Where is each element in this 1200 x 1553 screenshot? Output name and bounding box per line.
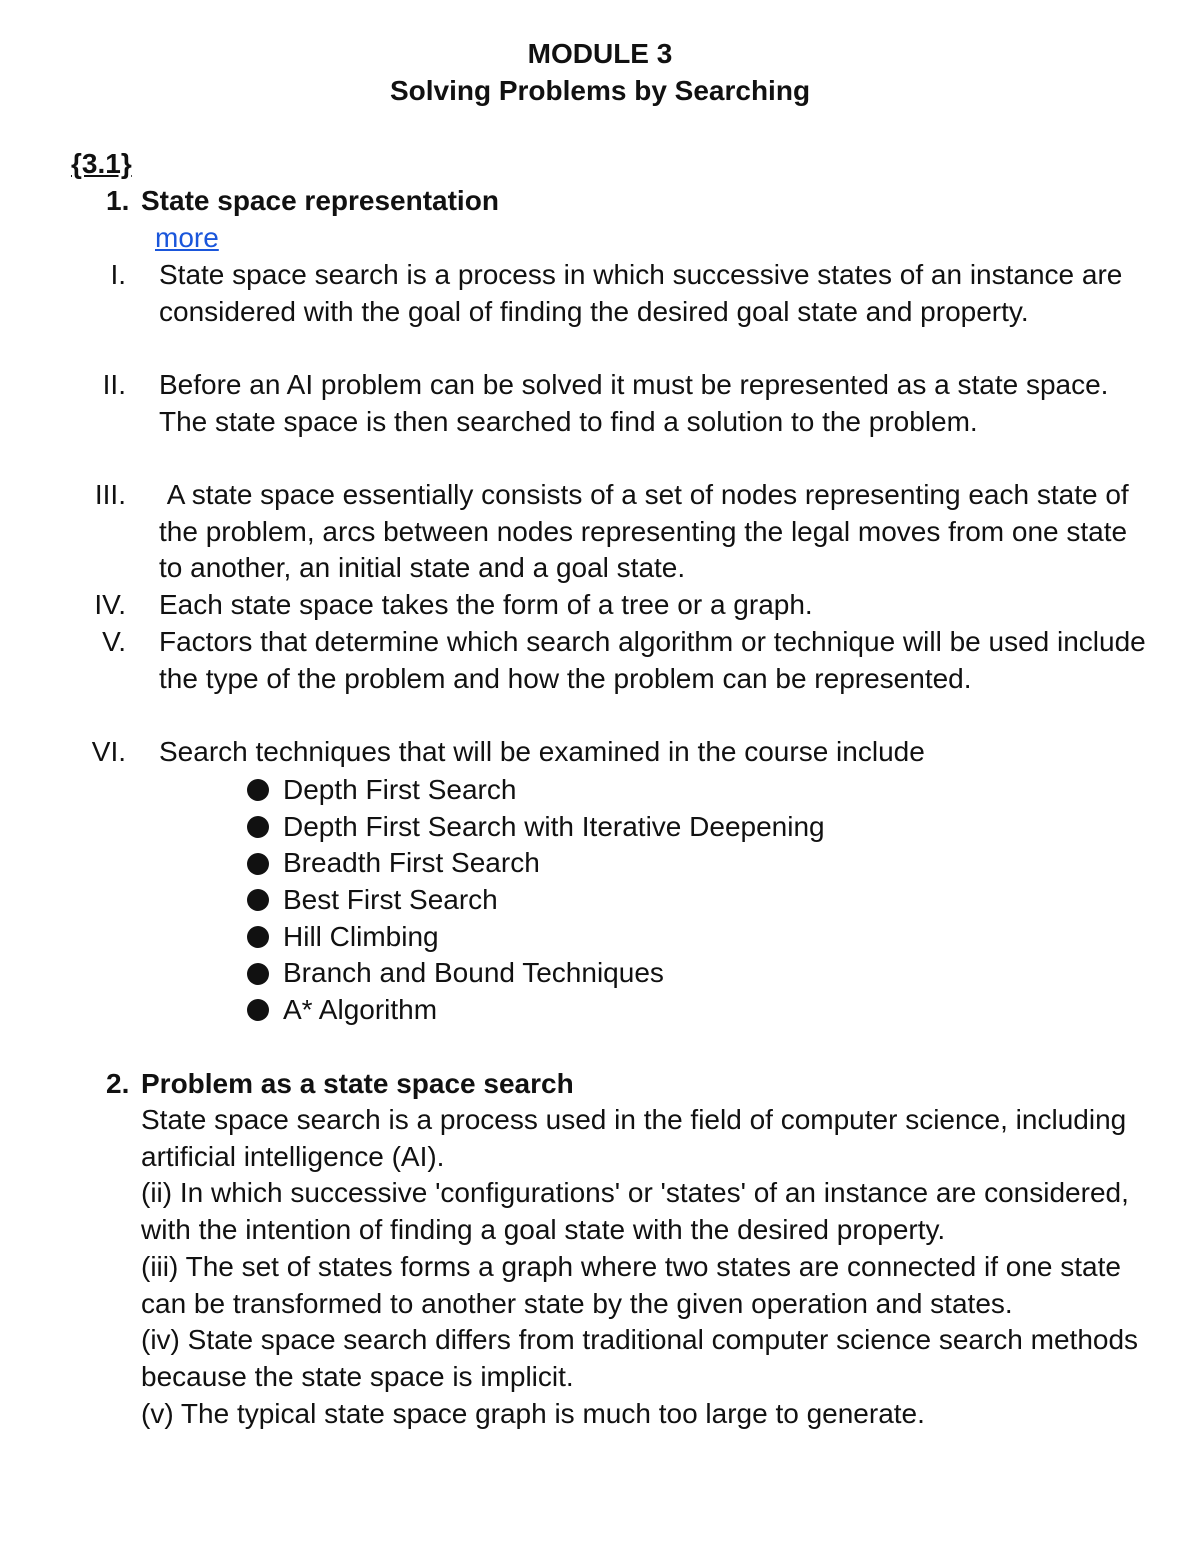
item-numeral-4: IV. bbox=[94, 589, 126, 620]
list-item bbox=[247, 955, 825, 992]
technique-label: Branch and Bound Techniques bbox=[283, 957, 664, 989]
list-item bbox=[247, 845, 825, 882]
technique-label: A* Algorithm bbox=[283, 994, 438, 1026]
item-text-3: A state space essentially consists of a set of nodes representing each state of the problem, arcs between nodes representing the legal moves from one state to another, an initial state and a goal state. bbox=[159, 479, 1137, 584]
section1-number: 1. bbox=[106, 185, 130, 216]
technique-label: Breadth First Search bbox=[283, 847, 540, 879]
item-numeral-3: III. bbox=[94, 479, 126, 510]
technique-label: Best First Search bbox=[283, 884, 498, 916]
section2-body bbox=[141, 1102, 1141, 1432]
list-item bbox=[247, 992, 825, 1029]
item-text-2: Before an AI problem can be solved it must be represented as a state space. The state space is then searched to find a solution to the problem. bbox=[159, 369, 1109, 437]
list-item bbox=[247, 882, 825, 919]
item-text-1: State space search is a process in which successive states of an instance are considered with the goal of finding the desired goal state and property. bbox=[159, 259, 1123, 327]
section2-heading: Problem as a state space search bbox=[141, 1068, 574, 1099]
bullet-icon bbox=[247, 853, 269, 875]
technique-label: Depth First Search bbox=[283, 774, 517, 805]
item-numeral-6: VI. bbox=[91, 736, 126, 767]
item-numeral-1: I. bbox=[110, 259, 126, 290]
more-link[interactable]: more bbox=[155, 222, 219, 253]
section2-number: 2. bbox=[106, 1068, 130, 1099]
module-title: MODULE 3 bbox=[527, 38, 673, 69]
list-item bbox=[247, 772, 825, 809]
bullet-icon bbox=[247, 926, 269, 948]
module-subtitle: Solving Problems by Searching bbox=[389, 75, 811, 106]
item-text-6: Search techniques that will be examined in the course include bbox=[159, 736, 925, 767]
section2-paragraph-4: (iv) State space search differs from traditional computer science search methods because the state space is implicit. bbox=[141, 1324, 1139, 1392]
section2-paragraph-5: (v) The typical state space graph is much too large to generate. bbox=[141, 1397, 925, 1429]
bullet-icon bbox=[247, 779, 269, 801]
section2-paragraph-3: (iii) The set of states forms a graph where two states are connected if one state can be transformed to another state by the given operation and states. bbox=[141, 1250, 1121, 1319]
item-text-5: Factors that determine which search algorithm or technique will be used include the type of the problem and how the problem can be represented. bbox=[159, 626, 1146, 694]
technique-label: Depth First Search with Iterative Deepening bbox=[283, 810, 825, 842]
section1-heading: State space representation bbox=[141, 185, 499, 216]
bullet-icon bbox=[247, 963, 269, 985]
bullet-icon bbox=[247, 889, 269, 911]
technique-label: Hill Climbing bbox=[283, 920, 439, 952]
bullet-icon bbox=[247, 816, 269, 838]
section2-paragraph-1: State space search is a process used in the field of computer science, including artificial intelligence (AI). bbox=[141, 1104, 1127, 1172]
list-item bbox=[247, 809, 825, 846]
bullet-icon bbox=[247, 999, 269, 1021]
list-item bbox=[247, 919, 825, 956]
item-numeral-2: II. bbox=[102, 369, 126, 400]
section2-paragraph-2: (ii) In which successive 'configurations' or 'states' of an instance are considered, with the intention of finding a goal state with the desired property. bbox=[141, 1177, 1129, 1246]
item-text-4: Each state space takes the form of a tree or a graph. bbox=[159, 589, 813, 620]
section-tag: {3.1} bbox=[71, 148, 132, 179]
item-numeral-5: V. bbox=[102, 626, 126, 657]
techniques-list bbox=[247, 772, 825, 1029]
